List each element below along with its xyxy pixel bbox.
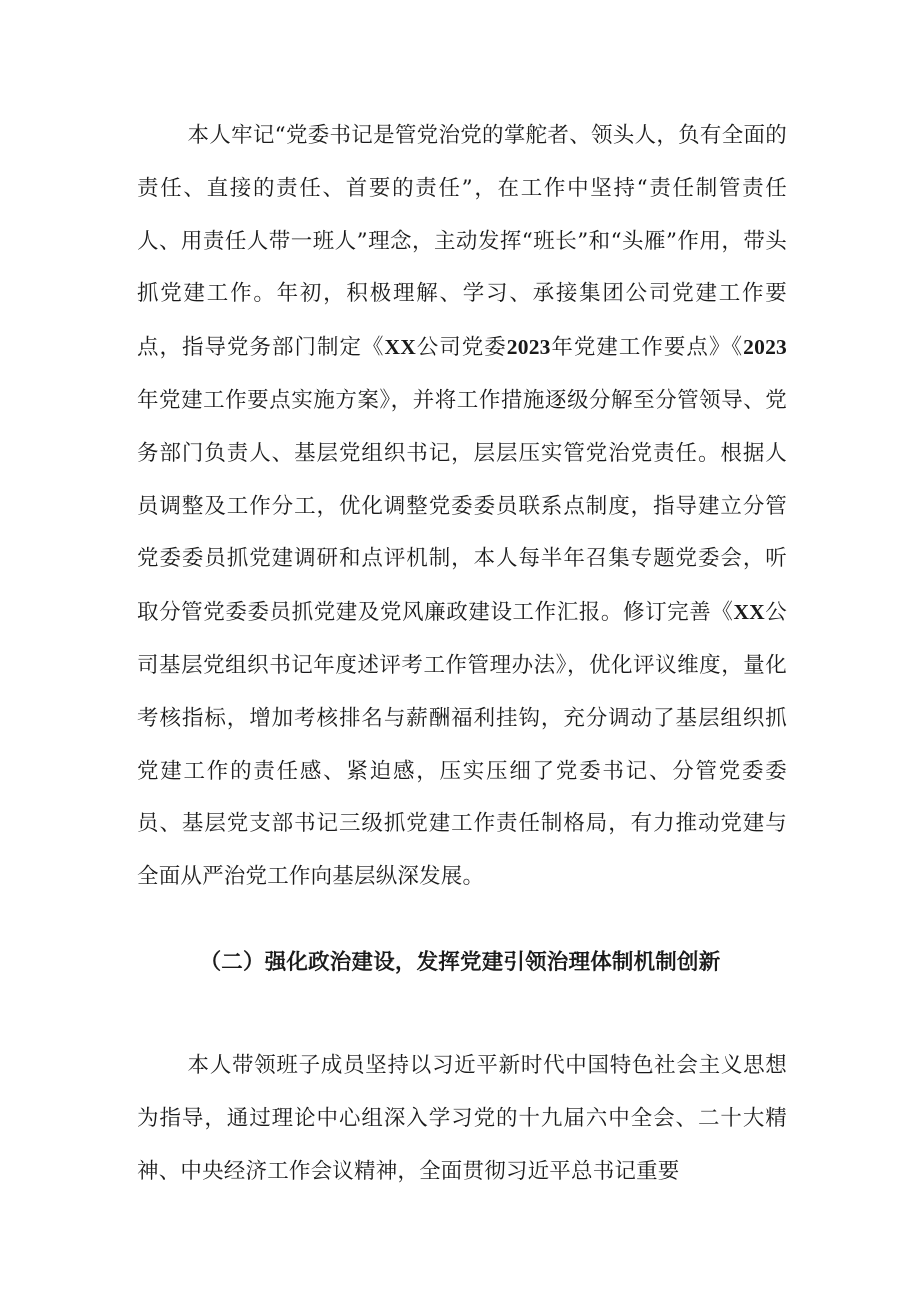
body-paragraph — [137, 110, 787, 904]
body-paragraph: 本人带领班子成员坚持以习近平新时代中国特色社会主义思想为指导，通过理论中心组深入学习党的十九届六中全会、二十大精神、中央经济工作会议精神，全面贯彻习近平总书记重要 — [137, 1053, 787, 1184]
bold-year: 2023 — [506, 335, 551, 360]
bold-year: 2023 — [743, 335, 787, 360]
section-heading: （二）强化政治建设，发挥党建引领治理体制机制创新 — [199, 950, 721, 975]
paragraph-text: 年党建工作要点实施方案》，并将工作措施逐级分解至分管领导、党务部门负责人、基层党组织书记，层层压实管党治党责任。根据人员调整及工作分工，优化调整党委委员联系点制度，指导建立分管党委委员抓党建调研和点评机制，本人每半年召集专题党委会，听取分管党委委员抓党建及党风廉政建设工作汇报。修订完善《 — [137, 387, 787, 626]
paragraph-text: 年党建工作要点》《 — [550, 335, 744, 361]
bold-company-name: XX — [384, 335, 416, 360]
paragraph-text: 本人牢记“党委书记是管党治党的掌舵者、领头人，负有全面的责任、直接的责任、首要的责任”，在工作中坚持“责任制管责任人、用责任人带一班人”理念，主动发挥“班长”和“头雁”作用，带头抓党建工作。年初，积极理解、学习、承接集团公司党建工作要点，指导党务部门制定《 — [137, 123, 787, 361]
paragraph-text: 公司基层党组织书记年度述评考工作管理办法》，优化评议维度，量化考核指标，增加考核排名与薪酬福利挂钩，充分调动了基层组织抓党建工作的责任感、紧迫感，压实压细了党委书记、分管党委委员、基层党支部书记三级抓党建工作责任制格局，有力推动党建与全面从严治党工作向基层纵深发展。 — [137, 600, 787, 890]
paragraph-text: 公司党委 — [415, 335, 507, 361]
bold-company-name: XX — [733, 600, 765, 625]
